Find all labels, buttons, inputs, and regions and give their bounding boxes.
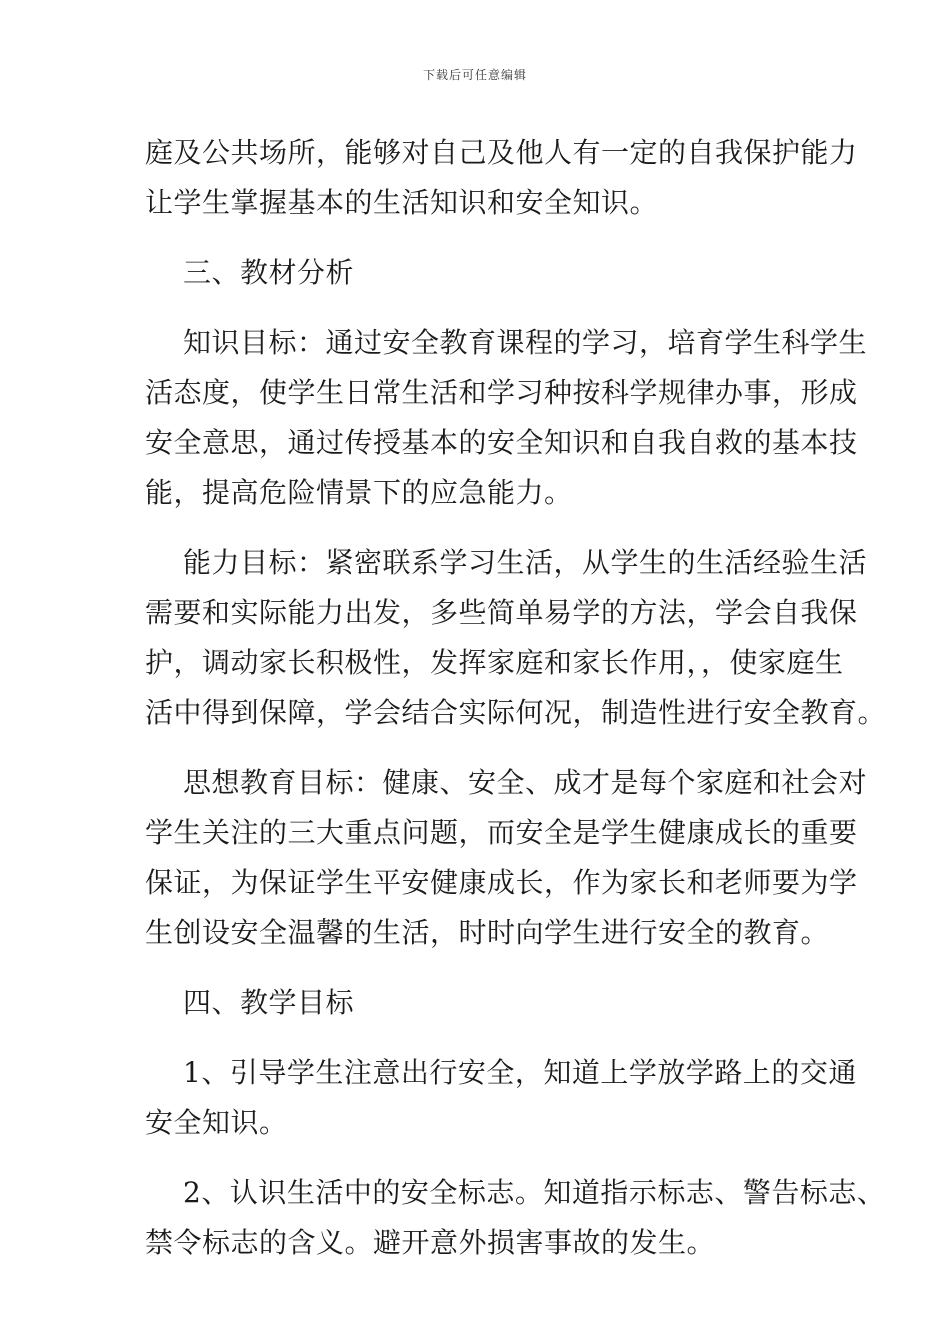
paragraph-ideological-goal — [145, 758, 868, 958]
text-line: 思想教育目标：健康、安全、成才是每个家庭和社会对 — [183, 766, 868, 799]
list-item-goal-2 — [145, 1168, 886, 1268]
page-header: 下载后可任意编辑 — [422, 68, 527, 82]
section-heading-materials — [145, 248, 810, 298]
document-body — [145, 128, 887, 1268]
text-line: 活态度，使学生日常生活和学习种按科学规律办事，形成 — [145, 376, 858, 409]
text-line: 需要和实际能力出发，多些简单易学的方法，学会自我保 — [145, 596, 858, 629]
paragraph-continuation — [145, 128, 858, 228]
text-line: 安全知识。 — [145, 1106, 288, 1139]
text-line: 庭及公共场所，能够对自己及他人有一定的自我保护能力 — [145, 136, 858, 169]
text-line: 护，调动家长积极性，发挥家庭和家长作用，，使家庭生 — [145, 646, 844, 679]
paragraph-ability-goal — [145, 538, 887, 738]
list-item-goal-1 — [145, 1048, 857, 1148]
section-heading-teaching-goals — [145, 978, 810, 1028]
text-line: 2、认识生活中的安全标志。知道指示标志、警告标志、 — [183, 1176, 886, 1209]
text-line: 安全意思，通过传授基本的安全知识和自我自救的基本技 — [145, 426, 858, 459]
text-line: 让学生掌握基本的生活知识和安全知识。 — [145, 186, 659, 219]
heading-text: 四、教学目标 — [183, 986, 355, 1019]
heading-text: 三、教材分析 — [183, 256, 355, 289]
paragraph-knowledge-goal — [145, 318, 868, 518]
text-line: 活中得到保障，学会结合实际何况，制造性进行安全教育。 — [145, 696, 887, 729]
text-line: 能，提高危险情景下的应急能力。 — [145, 476, 573, 509]
text-line: 能力目标：紧密联系学习生活，从学生的生活经验生活 — [183, 546, 868, 579]
text-line: 知识目标：通过安全教育课程的学习，培育学生科学生 — [183, 326, 868, 359]
text-line: 禁令标志的含义。避开意外损害事故的发生。 — [145, 1226, 716, 1259]
text-line: 生创设安全温馨的生活，时时向学生进行安全的教育。 — [145, 916, 830, 949]
text-line: 1、引导学生注意出行安全，知道上学放学路上的交通 — [183, 1056, 857, 1089]
text-line: 保证，为保证学生平安健康成长，作为家长和老师要为学 — [145, 866, 858, 899]
text-line: 学生关注的三大重点问题，而安全是学生健康成长的重要 — [145, 816, 858, 849]
